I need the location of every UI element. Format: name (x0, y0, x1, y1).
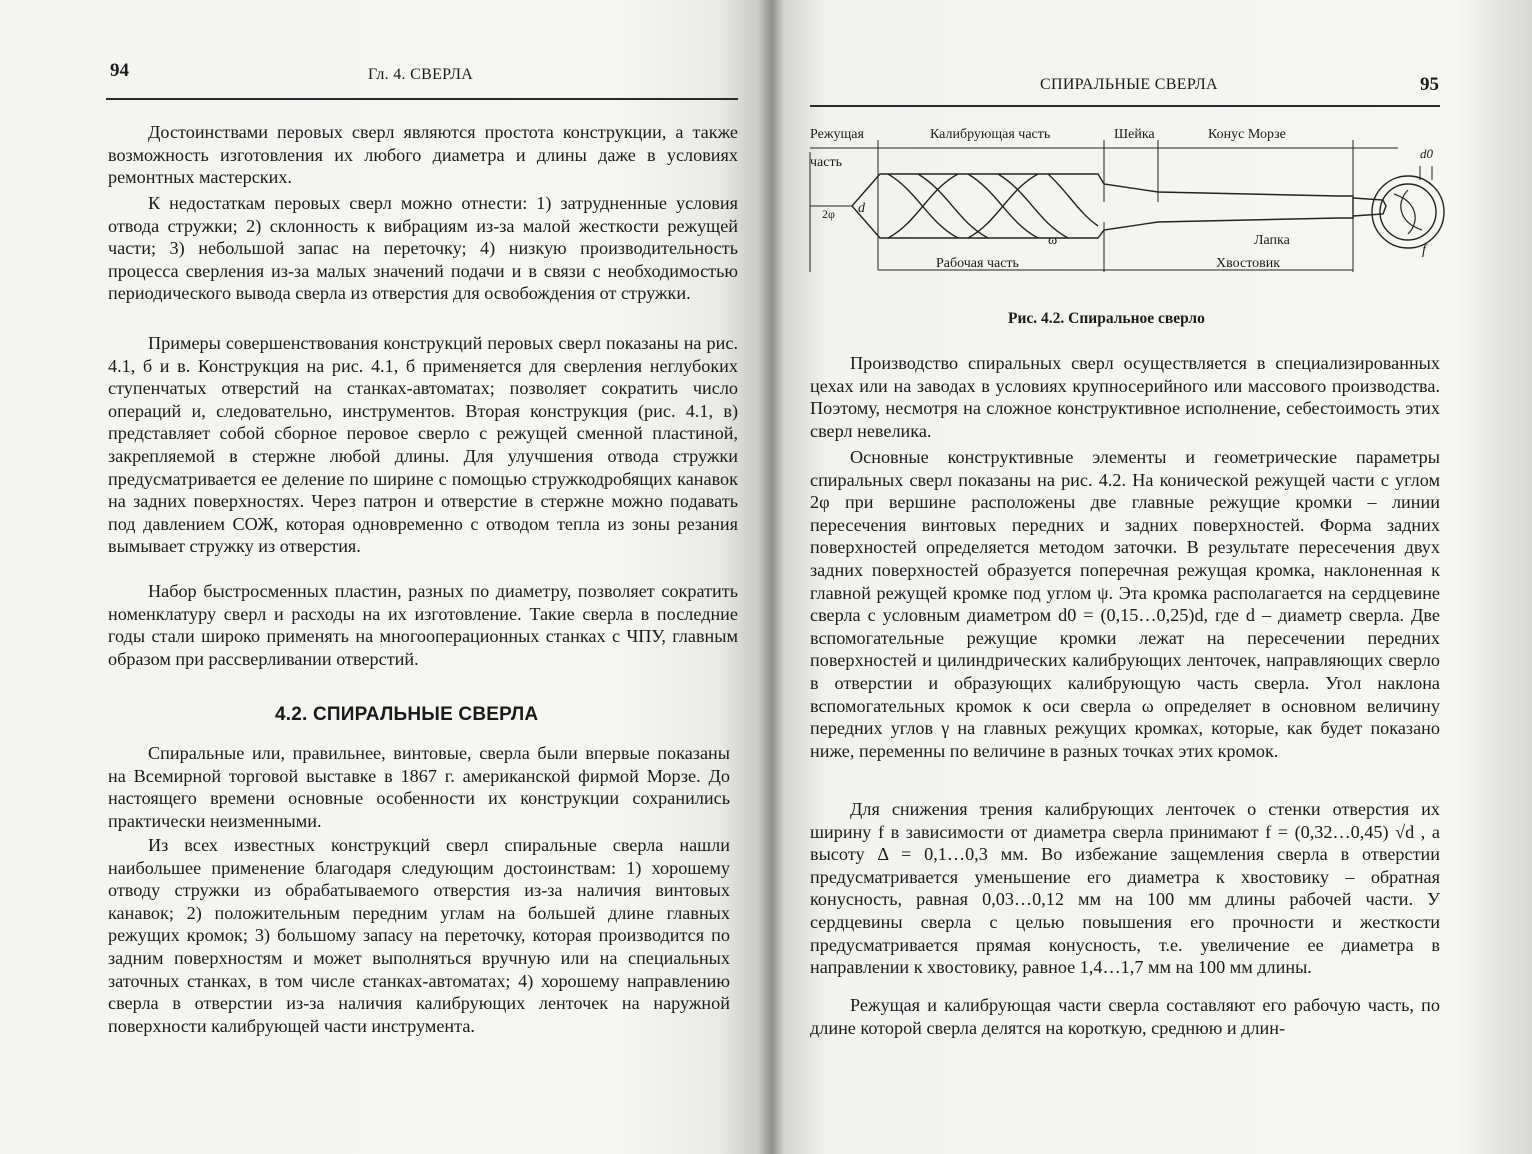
drill-figure (808, 122, 1448, 290)
label-calibrating-part: Калибрующая часть (930, 127, 1051, 142)
label-d: d (858, 201, 865, 216)
paragraph: Для снижения трения калибрующих ленточек о стенки отверстия их ширину f в зависимости от диаметра сверла принимают f = (0,32…0,45) √d , а высоту Δ = 0,1…0,3 мм. Во избежание защемления сверла в отверстии предусматривается уменьшение его диаметра к хвостовику – обратная конусность, равная 0,03…0,12 мм на 100 мм длины рабочей части. У сердцевины сверла с целью повышения его прочности и жесткости предусматривается прямая конусность, т.е. увеличение ее диаметра в направлении к хвостовику, равное 1,4…1,7 мм на 100 мм длины. (810, 799, 1440, 978)
paragraph: Из всех известных конструкций сверл спиральные сверла нашли наибольшее применение благодаря следующим достоинствам: 1) хорошему отводу стружки из обрабатываемого отверстия из-за наличия винтовых канавок; 2) положительным передним углам на большей длине главных режущих кромок; 3) большому запасу на переточку, которая производится по задним поверхностям и может выполняться вручную или на специальных заточных станках, в том числе станках-автоматах; 4) хорошему направлению сверла в отверстии из-за наличия калибрующих ленточек на наружной поверхности калибрующей части инструмента. (108, 835, 730, 1036)
header-rule (106, 98, 738, 100)
right-page (770, 0, 1532, 1154)
section-title: 4.2. СПИРАЛЬНЫЕ СВЕРЛА (275, 704, 539, 725)
paragraph: Достоинствами перовых сверл являются простота конструкции, а также возможность изготовления их любого диаметра и длины даже в условиях ремонтных мастерских. (108, 122, 738, 188)
label-cutting-part: Режущая (810, 127, 864, 142)
label-omega: ω (1048, 233, 1058, 248)
page-number: 94 (110, 60, 129, 81)
label-working-part: Рабочая часть (936, 256, 1019, 271)
label-morse-taper: Конус Морзе (1208, 127, 1286, 142)
paragraph: К недостаткам перовых сверл можно отнести: 1) затрудненные условия отвода стружки; 2) склонность к вибрациям из-за малой жесткости режущей части; 3) небольшой запас на переточку; 4) низкую производительность процесса сверления из-за малых значений подачи и в связи с необходимостью периодического вывода сверла из отверстия для освобождения от стружки. (108, 193, 738, 304)
label-shank: Хвостовик (1216, 256, 1281, 271)
figure-caption: Рис. 4.2. Спиральное сверло (1008, 310, 1205, 327)
left-page (0, 0, 760, 1154)
running-head: Гл. 4. СВЕРЛА (368, 66, 474, 83)
paragraph: Спиральные или, правильнее, винтовые, сверла были впервые показаны на Всемирной торговой выставке в 1867 г. американской фирмой Морзе. До настоящего времени основные особенности их конструкции сохранились практически неизменными. (108, 743, 730, 831)
label-f: f (1422, 243, 1426, 258)
paragraph: Примеры совершенствования конструкций перовых сверл показаны на рис. 4.1, б и в. Конструкция на рис. 4.1, б применяется для сверления неглубоких ступенчатых отверстий на станках-автоматах; позволяет сократить число операций и, следовательно, инструментов. Вторая конструкция (рис. 4.1, в) представляет собой сборное перовое сверло с режущей сменной пластиной, закрепляемой в стержне любой длины. Для улучшения отвода стружки предусматривается ее деление по ширине с помощью стружкодробящих канавок на задних поверхностях. Через патрон и отверстие в стержне можно подавать под давлением СОЖ, которая одновременно с отводом тепла из зоны резания вымывает стружку из отверстия. (108, 333, 738, 557)
paragraph: Производство спиральных сверл осуществляется в специализированных цехах или на заводах в условиях крупносерийного или массового производства. Поэтому, несмотря на сложное конструктивное исполнение, себестоимость этих сверл невелика. (810, 353, 1440, 441)
twist-drill-drawing (808, 122, 1448, 290)
paragraph: Режущая и калибрующая части сверла составляют его рабочую часть, по длине которой сверла делятся на короткую, среднюю и длин- (810, 995, 1440, 1038)
paragraph: Набор быстросменных пластин, разных по диаметру, позволяет сократить номенклатуру сверл и расходы на их изготовление. Такие сверла в последние годы стали широко применять на многооперационных станках с ЧПУ, главным образом при рассверливании отверстий. (108, 581, 738, 669)
paragraph: Основные конструктивные элементы и геометрические параметры спиральных сверл показаны на рис. 4.2. На конической режущей части с углом 2φ при вершине расположены две главные режущие кромки – линии пересечения винтовых передних и задних поверхностей. Форма задних поверхностей определяется методом заточки. В результате пересечения двух задних поверхностей образуется поперечная режущая кромка, наклоненная к главной режущей кромке под углом ψ. Эта кромка располагается на сердцевине сверла с условным диаметром d0 = (0,15…0,25)d, где d – диаметр сверла. Две вспомогательные режущие кромки лежат на пересечении передних поверхностей и цилиндрических калибрующих ленточек, направляющих сверло в отверстии и образующих калибрующую часть сверла. Угол наклона вспомогательных кромок к оси сверла ω определяет в основном величину передних углов γ на главных режущих кромках, которые, как будет показано ниже, переменны по величине в разных точках этих кромок. (810, 447, 1440, 761)
header-rule (810, 105, 1440, 107)
page-number: 95 (1420, 74, 1439, 95)
running-head: СПИРАЛЬНЫЕ СВЕРЛА (1040, 76, 1218, 93)
label-cutting-part-2: часть (810, 155, 842, 170)
label-neck: Шейка (1114, 127, 1155, 142)
label-d0: d0 (1420, 146, 1433, 161)
label-two-phi: 2φ (822, 207, 835, 221)
label-tang: Лапка (1254, 233, 1290, 248)
